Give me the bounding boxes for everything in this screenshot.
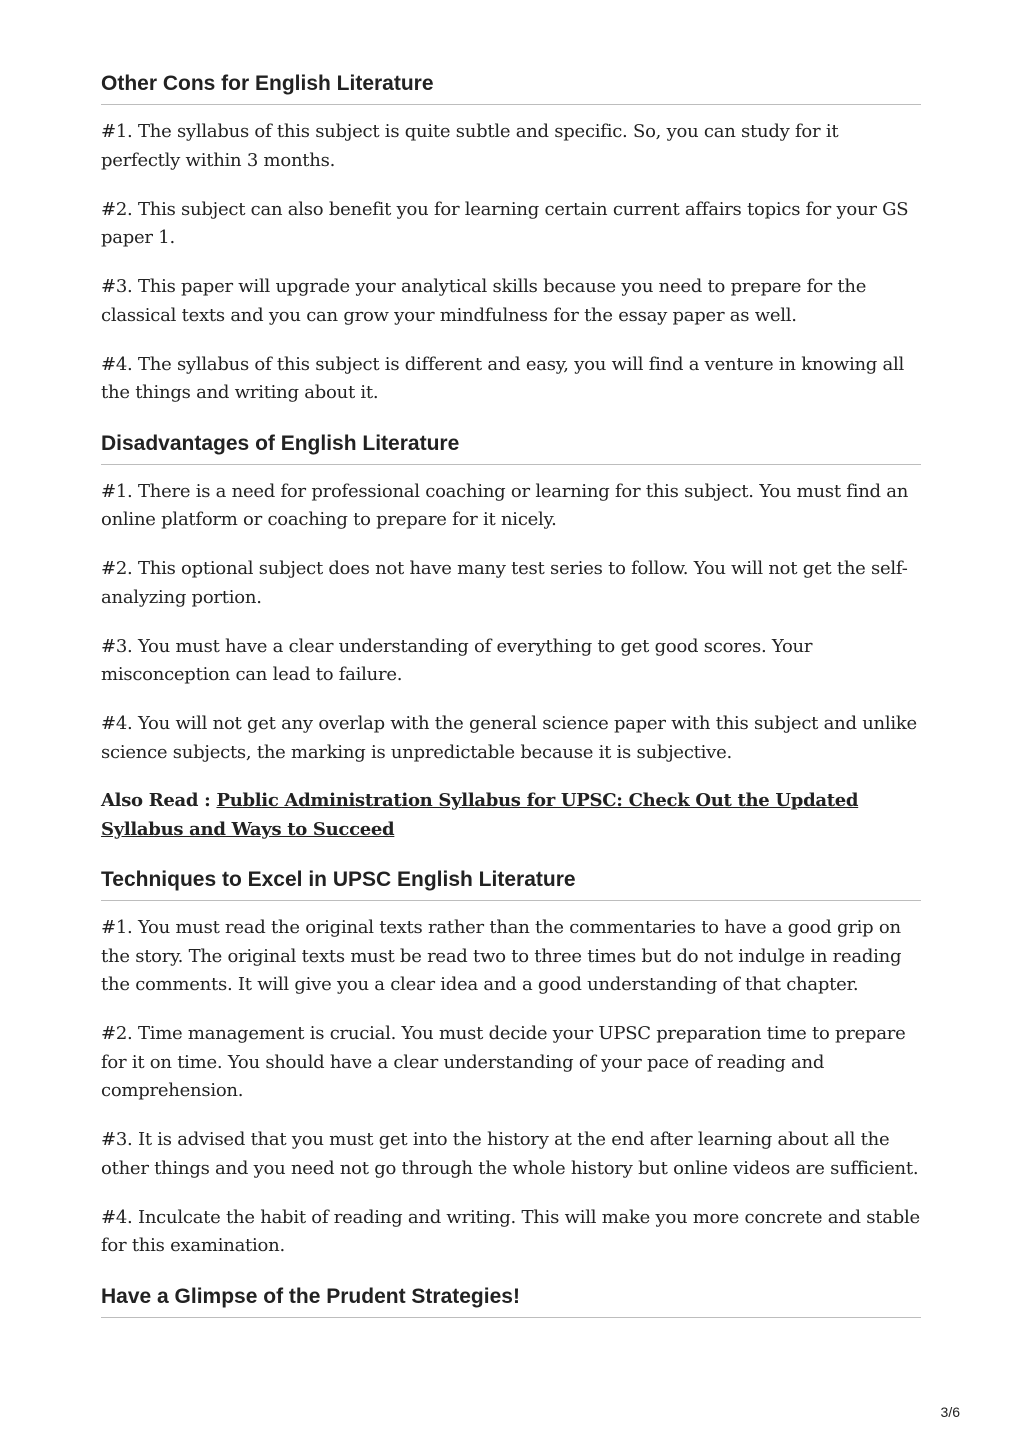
paragraph: #1. There is a need for professional coaching or learning for this subject. You must find an online platform or coaching to prepare for it nicely. [101,480,909,530]
paragraph: #2. This subject can also benefit you for learning certain current affairs topics for your GS paper 1. [101,198,909,248]
section-heading: Techniques to Excel in UPSC English Literature [101,866,921,901]
paragraph: #3. This paper will upgrade your analytical skills because you need to prepare for the classical texts and you can grow your mindfulness for the essay paper as well. [101,276,867,326]
paragraph: #3. You must have a clear understanding of everything to get good scores. Your misconception can lead to failure. [101,635,813,685]
paragraph: #2. Time management is crucial. You must decide your UPSC preparation time to prepare for it on time. You should have a clear understanding of your pace of reading and comprehension. [101,1023,906,1101]
paragraph: #4. The syllabus of this subject is different and easy, you will find a venture in knowing all the things and writing about it. [101,353,905,403]
paragraph: #4. You will not get any overlap with the general science paper with this subject and unlike science subjects, the marking is unpredictable because it is subjective. [101,713,917,763]
also-read-link[interactable]: Public Administration Syllabus for UPSC: Check Out the Updated Syllabus and Ways to Succeed [101,790,859,840]
also-read [101,787,921,844]
paragraph: #3. It is advised that you must get into the history at the end after learning about all the other things and you need not go through the whole history but online videos are sufficient. [101,1129,919,1179]
document-page [101,70,921,1318]
paragraph: #2. This optional subject does not have many test series to follow. You will not get the self-analyzing portion. [101,558,908,608]
section-heading: Disadvantages of English Literature [101,430,921,465]
paragraph: #1. You must read the original texts rather than the commentaries to have a good grip on the story. The original texts must be read two to three times but do not indulge in reading the comments. It will give you a clear idea and a good understanding of that chapter. [101,917,902,995]
section-techniques [101,866,921,1261]
page-number: 3/6 [940,1404,960,1420]
section-heading: Other Cons for English Literature [101,70,921,105]
section-heading: Have a Glimpse of the Prudent Strategies! [101,1283,921,1318]
paragraph: #4. Inculcate the habit of reading and writing. This will make you more concrete and stable for this examination. [101,1206,920,1256]
section-strategies [101,1283,921,1318]
paragraph: #1. The syllabus of this subject is quite subtle and specific. So, you can study for it perfectly within 3 months. [101,121,839,171]
section-disadvantages [101,430,921,845]
also-read-label: Also Read : [101,790,217,811]
section-other-cons [101,70,921,408]
